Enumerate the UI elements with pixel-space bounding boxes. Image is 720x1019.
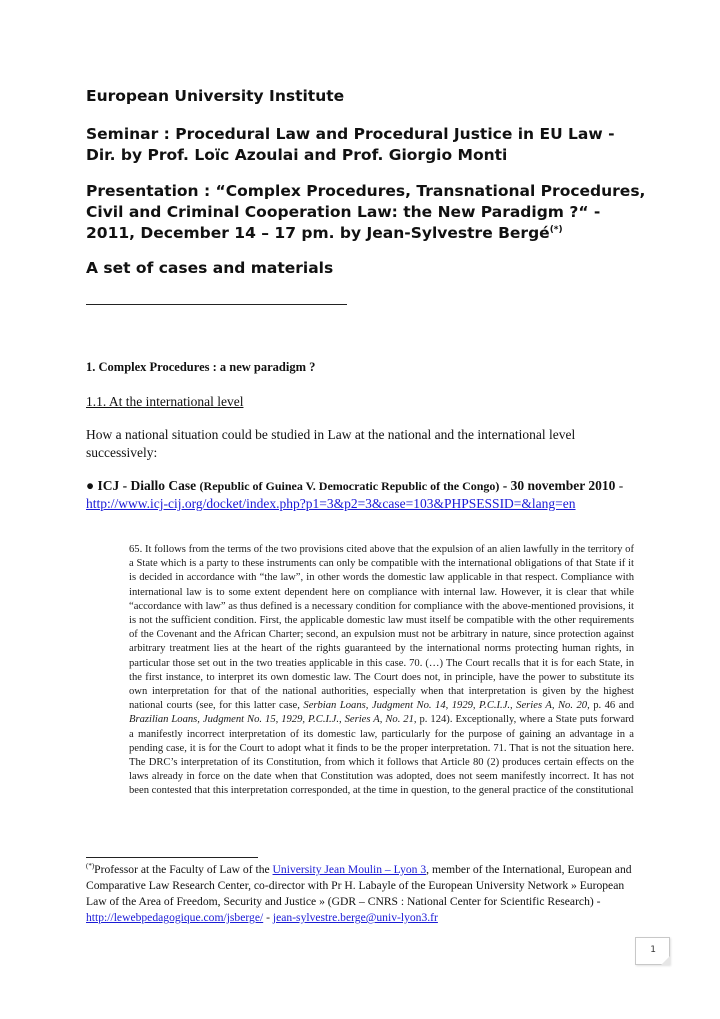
webpedagogique-link[interactable]: http://lewebpedagogique.com/jsberge/	[86, 911, 264, 924]
section-1-1-title: 1.1. At the international level	[86, 394, 244, 409]
case-url-link[interactable]: http://www.icj-cij.org/docket/index.php?p1=3&p2=3&case=103&PHPSESSID=&lang=en	[86, 496, 576, 511]
footnote	[86, 862, 646, 926]
heading-cases: A set of cases and materials	[86, 259, 334, 277]
heading-presentation-text: Presentation : “Complex Procedures, Transnational Procedures, Civil and Criminal Cooperation Law: the New Paradigm ?“ - 2011, December 14 – 17 pm. by Jean-Sylvestre Bergé	[86, 182, 646, 242]
footnote-marker-ref: (*)	[86, 862, 95, 871]
footnote-text-2: , member of the International, European and Comparative Law Research Center, co-director with Pr H. Labayle of the European University Network » European Law of the Area of Freedom, Security and Justice » (GDR – CNRS : National Center for Scientific Research) -	[86, 863, 632, 908]
page-number: 1	[650, 945, 656, 955]
section-1-title: 1. Complex Procedures : a new paradigm ?	[86, 360, 316, 374]
quote-part-1: 65. It follows from the terms of the two provisions cited above that the expulsion of an alien lawfully in the territory of a State which is a party to these instruments can only be compatible with the international obligations of that State if it is decided in accordance with “the law”, in other words the domestic law applicable in that respect. Compliance with international law is to some extent dependent here on compliance with internal law. However, it is clear that while “accordance with law” as thus defined is a necessary condition for compliance with the above-mentioned provisions, it is not the sufficient condition. First, the applicable domestic law must itself be compatible with the other requirements of the Covenant and the African Charter; second, an expulsion must not be arbitrary in nature, since protection against arbitrary treatment lies at the heart of the rights guaranteed by the international norms protecting human rights, in particular those set out in the two treaties applicable in this case. 70. (…) The Court recalls that it is for each State, in the first instance, to interpret its own domestic law. The Court does not, in principle, have the power to substitute its own interpretation for that of the national authorities, especially when that interpretation is given by the highest national courts (see, for this latter case,	[129, 544, 634, 712]
footnote-sep: -	[266, 911, 270, 924]
quote-mid: , p. 46 and	[587, 700, 634, 712]
title-divider	[86, 304, 347, 305]
heading-institute: European University Institute	[86, 87, 345, 105]
quote-ref-brazilian-loans: Brazilian Loans, Judgment No. 15, 1929, P.C.I.J., Series A, No. 21	[129, 714, 414, 726]
quote-ref-serbian-loans: Serbian Loans, Judgment No. 14, 1929, P.C.I.J., Series A, No. 20	[303, 700, 588, 712]
footnote-divider	[86, 857, 258, 858]
case-entry	[86, 477, 646, 513]
heading-presentation	[86, 181, 646, 244]
university-link[interactable]: University Jean Moulin – Lyon 3	[272, 863, 427, 876]
page-number-box	[635, 937, 670, 965]
heading-seminar: Seminar : Procedural Law and Procedural Justice in EU Law - Dir. by Prof. Loïc Azoulai and Prof. Giorgio Monti	[86, 125, 615, 164]
case-date: - 30 november 2010	[502, 478, 616, 493]
case-parties: (Republic of Guinea V. Democratic Republic of the Congo)	[199, 479, 500, 493]
footnote-text-1: Professor at the Faculty of Law of the	[94, 863, 270, 876]
case-name: ICJ - Diallo Case	[97, 478, 197, 493]
quote-part-2: , p. 124). Exceptionally, where a State puts forward a manifestly incorrect interpretation of its domestic law, particularly for the purpose of gaining an advantage in a pending case, it is for the Court to adopt what it finds to be the proper interpretation. 71. That is not the situation here. The DRC’s interpretation of its Constitution, from which it follows that Article 80 (2) produces certain effects on the laws already in force on the date when that Constitution was adopted, does not seem manifestly incorrect. It has not been contested that this interpretation corresponded, at the time in question, to the general practice of the constitutional	[129, 714, 634, 797]
email-link[interactable]: jean-sylvestre.berge@univ-lyon3.fr	[272, 911, 438, 924]
page-fold-icon	[661, 956, 670, 965]
bullet: ●	[86, 478, 95, 493]
case-dash: -	[618, 478, 624, 493]
footnote-marker[interactable]: (*)	[549, 224, 563, 235]
block-quote	[129, 543, 634, 799]
intro-paragraph: How a national situation could be studied in Law at the national and the international level successively:	[86, 427, 576, 460]
